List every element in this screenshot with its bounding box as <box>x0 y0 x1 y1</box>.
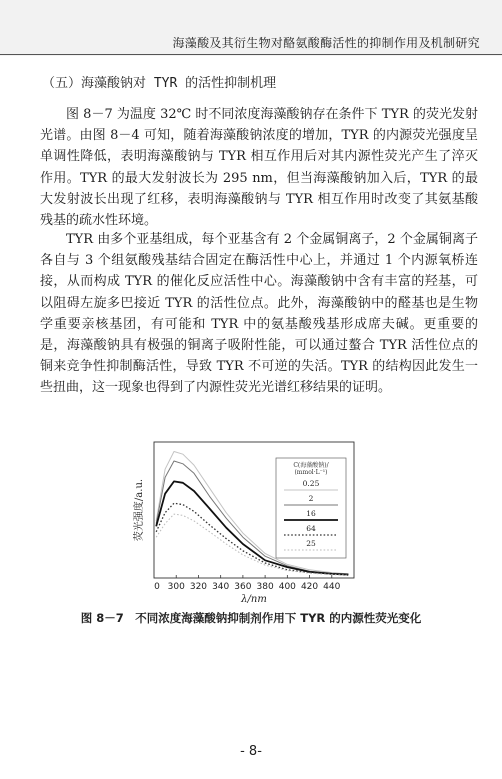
figure-caption: 图 8－7 不同浓度海藻酸钠抑制剂作用下 TYR 的内源性荧光变化 <box>80 611 422 625</box>
legend-title-unit: (mmol·L⁻¹) <box>294 469 328 476</box>
legend-title: C(海藻酸钠)/ <box>293 462 329 469</box>
legend-label-16: 16 <box>306 509 316 518</box>
x-tick-label: 360 <box>234 582 252 592</box>
x-axis-label: λ/nm <box>241 594 267 605</box>
x-tick-label: 0 <box>154 582 160 592</box>
x-tick-label: 300 <box>167 582 185 592</box>
x-tick-label: 420 <box>300 582 319 592</box>
fluorescence-spectra-chart <box>128 436 378 606</box>
section-title: （五）海藻酸钠对 TYR 的活性抑制机理 <box>42 76 277 91</box>
x-tick-label: 320 <box>189 582 208 592</box>
page-number: - 8- <box>240 744 262 759</box>
y-axis-label: 荧光强度/a.u. <box>134 478 145 542</box>
x-tick-label: 400 <box>278 582 296 592</box>
header-title: 海藻酸及其衍生物对酪氨酸酶活性的抑制作用及机制研究 <box>172 36 480 50</box>
paragraph-2: TYR 由多个亚基组成，每个亚基含有 2 个金属铜离子，2 个金属铜离子各自与 3 个组氨酸残基结合固定在酶活性中心上，并通过 1 个内源氧桥连接，从而构成 TYR 的催化反应活性中心。海藻酸钠中含有丰富的羟基，可以阻碍左旋多巴接近 TYR 的活性位点。此外，海藻酸钠中的醛基也是生物学重要亲核基团，有可能和 TYR 中的氨基酸残基形成席夫碱。更重要的是，海藻酸钠具有极强的铜离子吸附性能，可以通过螯合 TYR 活性位点的铜来竞争性抑制酶活性，导致 TYR 不可逆的失活。TYR 的结构因此发生一些扭曲，这一现象也得到了内源性荧光光谱红移结果的证明。 <box>40 232 478 396</box>
legend-label-2: 2 <box>308 494 314 503</box>
x-tick-label: 340 <box>212 582 230 592</box>
running-header <box>0 0 502 56</box>
legend-label-64: 64 <box>306 524 316 533</box>
x-tick-label: 440 <box>323 582 341 592</box>
legend-label-0.25: 0.25 <box>302 479 320 488</box>
paragraph-1: 图 8－7 为温度 32℃ 时不同浓度海藻酸钠存在条件下 TYR 的荧光发射光谱。由图 8－4 可知，随着海藻酸钠浓度的增加，TYR 的内源荧光强度呈单调性降低，表明海藻酸钠与 TYR 相互作用后对其内源性荧光产生了淬灭作用。TYR 的最大发射波长为 295 nm，但当海藻酸钠加入后，TYR 的最大发射波长出现了红移，表明海藻酸钠与 TYR 相互作用时改变了其氨基酸残基的疏水性环境。 <box>40 107 478 229</box>
header-rule <box>0 54 502 55</box>
x-tick-label: 380 <box>256 582 274 592</box>
legend-label-25: 25 <box>306 539 316 548</box>
